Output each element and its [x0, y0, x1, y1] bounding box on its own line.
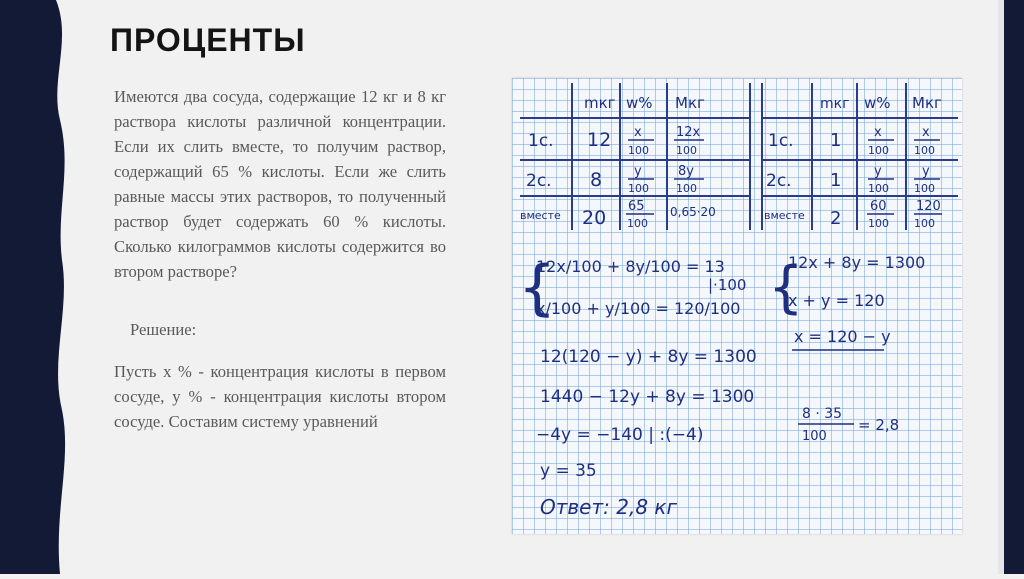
t2-header-M: Mкг: [912, 94, 942, 112]
t1-row2-M-den: 100: [676, 182, 697, 195]
handwritten-notebook-image: [512, 78, 962, 534]
system1-eq2: x/100 + у/100 = 120/100: [536, 299, 741, 318]
t2-row2-m: 1: [830, 170, 842, 191]
answer: Ответ: 2,8 кг: [540, 495, 677, 519]
step-2: 1440 − 12у + 8у = 1300: [540, 387, 755, 407]
t2-row3-m: 2: [830, 208, 842, 229]
t2-row1-M-num: x: [922, 125, 930, 140]
t1-row3-w-num: 65: [628, 199, 645, 214]
t1-header-w: w%: [626, 94, 653, 112]
t1-row1-M-num: 12x: [676, 125, 701, 140]
t1-row3-m: 20: [582, 207, 607, 229]
t2-header-m: mкг: [820, 96, 850, 112]
t1-row1-m: 12: [587, 129, 612, 151]
t2-row2-w-den: 100: [868, 182, 889, 195]
t2-row3-w-den: 100: [868, 217, 889, 230]
solution-text: Пусть x % - концентрация кислоты в первом сосуде, у % - концентрация кислоты втором сосуде. Составим систему уравнений: [114, 362, 446, 431]
t1-row1-label: 1с.: [528, 131, 554, 151]
t2-row3-M-num: 120: [916, 199, 941, 214]
t2-row3-M-den: 100: [914, 217, 935, 230]
t1-row1-w-den: 100: [628, 144, 649, 157]
t1-header-m: mкг: [584, 94, 616, 112]
t1-header-M: Mкг: [675, 94, 705, 112]
slide-title: ПРОЦЕНТЫ: [110, 22, 306, 58]
final-calc-result: = 2,8: [858, 416, 900, 434]
system1-multiplier: |·100: [708, 276, 747, 294]
t2-row2-M-num: у: [922, 164, 930, 179]
t2-row3-label: вместе: [764, 209, 805, 222]
substitution: x = 120 − у: [794, 327, 891, 346]
brace-right-system: {: [768, 255, 804, 320]
t2-row1-m: 1: [830, 130, 842, 151]
t2-row1-w-den: 100: [868, 144, 889, 157]
t1-row2-w-num: у: [634, 164, 642, 179]
step-4: у = 35: [540, 461, 597, 481]
system1-eq1: 12x/100 + 8у/100 = 13: [536, 257, 725, 276]
t1-row2-m: 8: [590, 169, 603, 191]
t1-row1-M-den: 100: [676, 144, 697, 157]
problem-statement: Имеются два сосуда, содержащие 12 кг и 8 кг раствора кислоты различной концентрации. Если их слить вместе, то получим раствор, содержащий 65 % кислоты. Если же слить равные массы этих растворов, то полученный раствор будет содержать 60 % кислоты. Сколько килограммов кислоты содержится во втором растворе?: [114, 87, 446, 281]
system2-eq2: x + у = 120: [788, 291, 885, 310]
decorative-wave-band: [0, 0, 80, 574]
t2-row2-M-den: 100: [914, 182, 935, 195]
t2-row3-w-num: 60: [870, 199, 887, 214]
t2-header-w: w%: [864, 94, 891, 112]
t2-row2-label: 2с.: [766, 171, 792, 191]
t2-row1-M-den: 100: [914, 144, 935, 157]
t1-row2-label: 2с.: [526, 171, 552, 191]
t1-row3-M: 0,65·20: [670, 205, 716, 219]
final-calc-den: 100: [802, 429, 827, 444]
t2-row1-w-num: x: [874, 125, 882, 140]
t1-row3-w-den: 100: [627, 217, 648, 230]
step-1: 12(120 − у) + 8у = 1300: [540, 347, 757, 367]
t1-row1-w-num: x: [634, 125, 642, 140]
solution-label: Решение:: [130, 320, 197, 339]
t1-row2-M-num: 8у: [678, 164, 694, 179]
step-3: −4у = −140 | :(−4): [536, 425, 704, 445]
t1-row3-label: вместе: [520, 209, 561, 222]
right-edge-band: [1004, 0, 1024, 574]
t2-row1-label: 1с.: [768, 131, 794, 151]
t2-row2-w-num: у: [874, 164, 882, 179]
final-calc-num: 8 · 35: [802, 406, 843, 422]
brace-left-system: {: [518, 253, 557, 323]
t1-row2-w-den: 100: [628, 182, 649, 195]
system2-eq1: 12x + 8у = 1300: [788, 253, 926, 272]
